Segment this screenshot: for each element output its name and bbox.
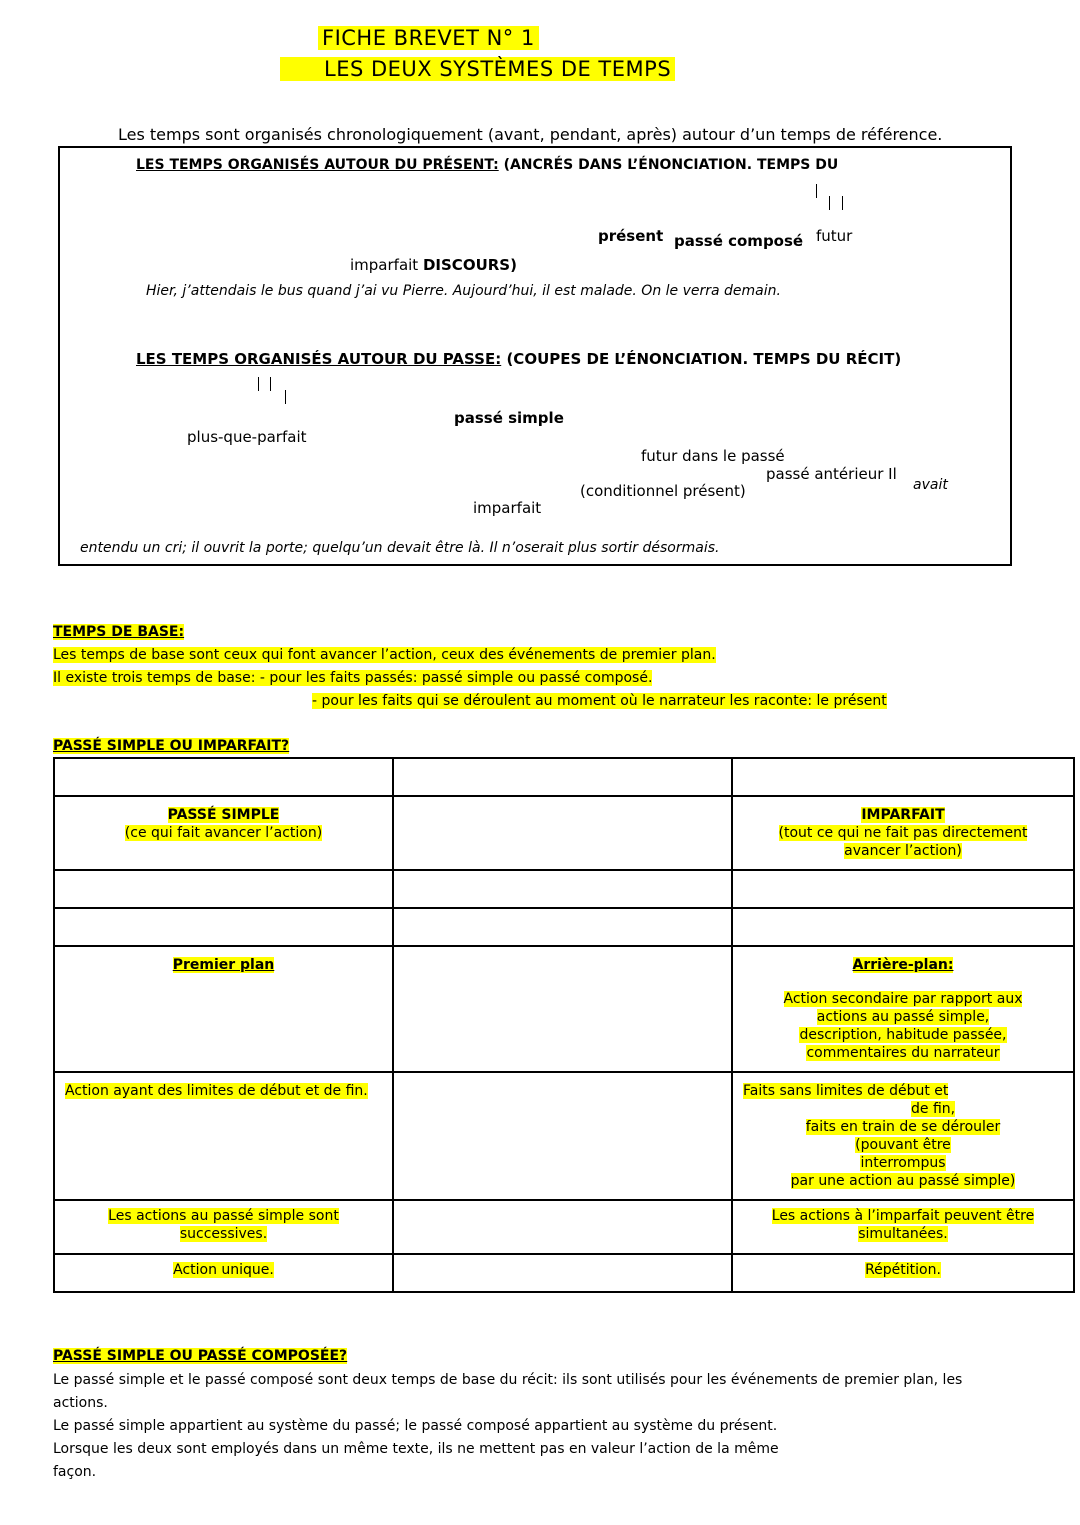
ps-pc-line-4: Lorsque les deux sont employés dans un même texte, ils ne mettent pas en valeur l’action de la même [53,1441,779,1457]
table-row [54,758,1074,796]
table-cell [54,796,393,870]
comparison-table [53,757,1075,1293]
label-passe-anterieur: passé antérieur Il [766,465,897,483]
passe-simple-subtitle: (ce qui fait avancer l’action) [124,825,323,841]
table-cell [732,1072,1074,1200]
table-cell [54,1200,393,1254]
label-avait: avait [913,477,948,493]
label-conditionnel: (conditionnel présent) [580,482,746,500]
label-imparfait: imparfait [473,499,542,517]
table-cell [54,1072,393,1200]
timeline-tick [285,390,286,404]
intro-text: Les temps sont organisés chronologiquement (avant, pendant, après) autour d’un temps de référence. [118,125,943,144]
arriere-plan-label: Arrière-plan: [852,957,954,973]
timeline-tick [816,184,817,198]
label-passe-compose: passé composé [674,232,804,250]
ps-pc-line-2: actions. [53,1395,108,1411]
table-cell [54,946,393,1072]
timeline-tick [258,377,259,391]
table-cell [54,908,393,946]
label-passe-simple: passé simple [454,409,564,427]
unique-text: Action unique. [173,1262,274,1278]
imparfait-title: IMPARFAIT [861,807,945,823]
table-cell [393,908,732,946]
table-cell [732,1200,1074,1254]
table-row [54,796,1074,870]
simultaneous-text: Les actions à l’imparfait peuvent être simultanées. [771,1208,1035,1242]
temps-de-base-line-2: Il existe trois temps de base: - pour les faits passés: passé simple ou passé composé. [53,670,653,686]
premier-plan-label: Premier plan [172,957,275,973]
table-cell [732,908,1074,946]
table-cell [54,870,393,908]
table-cell [393,1254,732,1292]
label-imparfait-discours: imparfait DISCOURS) [350,256,517,274]
arriere-plan-text: Action secondaire par rapport aux actions au passé simple, description, habitude passée, commentaires du narrateur [783,991,1023,1061]
ps-pc-line-5: façon. [53,1464,97,1480]
timeline-tick [829,196,830,210]
label-futur-dans-le-passe: futur dans le passé [641,447,785,465]
table-cell [732,870,1074,908]
table-cell [54,758,393,796]
table-cell [54,1254,393,1292]
table-row [54,908,1074,946]
label-plus-que-parfait: plus-que-parfait [187,428,307,446]
temps-de-base-line-1: Les temps de base sont ceux qui font avancer l’action, ceux des événements de premier plan. [53,647,716,663]
label-present: présent [598,227,664,245]
table-cell [732,946,1074,1072]
ps-pc-line-1: Le passé simple et le passé composé sont deux temps de base du récit: ils sont utilisés pour les événements de premier plan, les [53,1372,963,1388]
temps-de-base-heading: TEMPS DE BASE: [53,624,185,640]
temps-de-base-line-3: - pour les faits qui se déroulent au moment où le narrateur les raconte: le présent [312,693,887,709]
table-cell [393,758,732,796]
ps-pc-line-3: Le passé simple appartient au système du passé; le passé composé appartient au système du présent. [53,1418,778,1434]
table-cell [732,758,1074,796]
table-cell [393,946,732,1072]
table-cell [393,1200,732,1254]
table-row [54,1200,1074,1254]
table-cell [393,1072,732,1200]
table-cell [393,796,732,870]
timeline-tick [842,196,843,210]
past-example: entendu un cri; il ouvrit la porte; quelqu’un devait être là. Il n’oserait plus sortir désormais. [80,540,720,556]
successive-text: Les actions au passé simple sont successives. [108,1208,339,1242]
ps-pc-heading: PASSÉ SIMPLE OU PASSÉ COMPOSÉE? [53,1348,348,1364]
label-futur: futur [816,227,853,245]
table-row [54,946,1074,1072]
passe-simple-title: PASSÉ SIMPLE [167,807,280,823]
present-example: Hier, j’attendais le bus quand j’ai vu Pierre. Aujourd’hui, il est malade. On le verra demain. [146,283,781,299]
table-cell [732,1254,1074,1292]
table-cell [393,870,732,908]
ps-pc-paragraph [53,1369,1043,1484]
repetition-text: Répétition. [865,1262,941,1278]
imparfait-subtitle: (tout ce qui ne fait pas directement avancer l’action) [778,825,1028,859]
timeline-tick [270,377,271,391]
past-system-heading: LES TEMPS ORGANISÉS AUTOUR DU PASSE: (COUPES DE L’ÉNONCIATION. TEMPS DU RÉCIT) [136,350,902,368]
present-system-heading: LES TEMPS ORGANISÉS AUTOUR DU PRÉSENT: (ANCRÉS DANS L’ÉNONCIATION. TEMPS DU [136,157,839,173]
limits-right-text: Faits sans limites de début et de fin, faits en train de se dérouler (pouvant être interrompus par une action au passé simple) [743,1083,1016,1189]
table-row [54,870,1074,908]
table-row [54,1254,1074,1292]
table-row [54,1072,1074,1200]
table-cell [732,796,1074,870]
title-line-1: FICHE BREVET N° 1 [318,26,539,50]
limits-left-text: Action ayant des limites de début et de fin. [65,1083,368,1099]
comparison-heading: PASSÉ SIMPLE OU IMPARFAIT? [53,738,290,754]
title-line-2: LES DEUX SYSTÈMES DE TEMPS [280,57,675,81]
